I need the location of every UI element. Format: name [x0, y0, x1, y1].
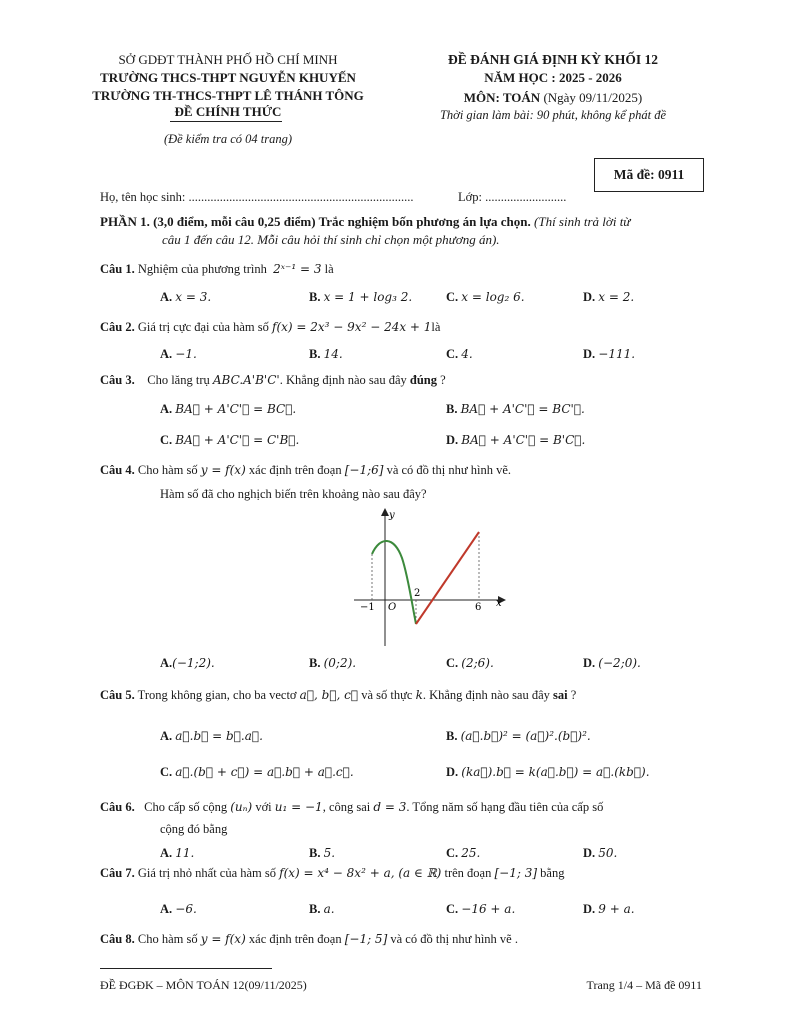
q1-option-c[interactable] — [446, 290, 525, 305]
q2-option-d[interactable] — [583, 347, 635, 362]
question-label: Câu 4. — [100, 463, 135, 477]
option-letter: C. — [446, 347, 459, 361]
official-label: ĐỀ CHÍNH THỨC — [174, 104, 282, 119]
option-letter: A. — [160, 402, 173, 416]
q3-option-b[interactable] — [446, 402, 585, 417]
question-tail: và số thực — [361, 688, 413, 702]
question-tail: là — [324, 262, 334, 276]
option-text: a⃗.b⃗ = b⃗.a⃗. — [175, 729, 263, 743]
question-math: y = f(x) — [200, 463, 246, 477]
q2-option-b[interactable] — [309, 347, 343, 362]
option-text: −111. — [598, 347, 636, 361]
school-name-1: TRƯỜNG THCS-THPT NGUYỄN KHUYẾN — [100, 70, 356, 85]
option-text: 5. — [323, 846, 336, 860]
question-text: Cho hàm số — [137, 932, 198, 946]
part1-title — [100, 214, 630, 230]
part1-title-note-2: câu 1 đến câu 12. Mỗi câu hỏi thí sinh chỉ chọn một phương án). — [162, 232, 500, 247]
option-text: 9 + a. — [598, 902, 635, 916]
option-letter: C. — [160, 433, 173, 447]
option-text: x = 3. — [175, 290, 212, 304]
option-text: (0;2). — [323, 656, 357, 670]
question-math: a⃗, b⃗, c⃗ — [299, 688, 359, 702]
question-emphasis: đúng — [409, 373, 437, 387]
question-label: Câu 8. — [100, 932, 135, 946]
question-label: Câu 7. — [100, 866, 135, 880]
q6-option-d[interactable] — [583, 846, 617, 861]
question-tail-end: ? — [567, 688, 577, 702]
option-text: BA⃗ + A'C'⃗ = BC'⃗. — [460, 402, 585, 416]
option-text: −6. — [175, 902, 197, 916]
option-text: 11. — [175, 846, 195, 860]
option-letter: C. — [160, 765, 173, 779]
question-math-2: u₁ = −1 — [274, 800, 323, 814]
question-math: y = f(x) — [200, 932, 246, 946]
q6-option-c[interactable] — [446, 846, 480, 861]
question-text: Trong không gian, cho ba vectơ — [137, 688, 297, 702]
question-math-3: d = 3 — [373, 800, 407, 814]
question-math: ABC.A'B'C' — [212, 373, 280, 387]
q7-option-b[interactable] — [309, 902, 335, 917]
option-text: 14. — [323, 347, 343, 361]
tick-6-label: 6 — [475, 602, 482, 613]
question-math: (uₙ) — [230, 800, 253, 814]
question-5 — [100, 688, 576, 703]
option-text: BA⃗ + A'C'⃗ = C'B⃗. — [175, 433, 300, 447]
part1-title-note: (Thí sinh trả lời từ — [530, 214, 631, 229]
q7-option-a[interactable] — [160, 902, 197, 917]
option-letter: D. — [446, 433, 459, 447]
q4-function-graph — [352, 506, 512, 648]
q3-option-c[interactable] — [160, 433, 299, 448]
option-letter: B. — [446, 729, 458, 743]
question-tail-2: và có đồ thị như hình vẽ . — [390, 932, 518, 946]
option-letter: B. — [309, 656, 321, 670]
option-letter: B. — [309, 846, 321, 860]
tick-2-label: 2 — [414, 588, 421, 599]
page-count-note: (Đề kiểm tra có 04 trang) — [163, 132, 293, 146]
exam-date: (Ngày 09/11/2025) — [540, 90, 643, 105]
q6-option-b[interactable] — [309, 846, 335, 861]
question-4 — [100, 463, 511, 478]
option-text: (ka⃗).b⃗ = k(a⃗.b⃗) = a⃗.(kb⃗). — [461, 765, 650, 779]
question-6-line-2: cộng đó bằng — [160, 822, 228, 836]
graph-line-red — [416, 532, 482, 624]
option-text: BA⃗ + A'C'⃗ = B'C⃗. — [461, 433, 586, 447]
option-text: 4. — [461, 347, 473, 361]
q1-option-b[interactable] — [309, 290, 412, 305]
q7-option-c[interactable] — [446, 902, 515, 917]
q2-option-c[interactable] — [446, 347, 473, 362]
question-1 — [100, 262, 334, 277]
school-name-2: TRƯỜNG TH-THCS-THPT LÊ THÁNH TÔNG — [92, 88, 364, 103]
footer-left: ĐỀ ĐGĐK – MÔN TOÁN 12(09/11/2025) — [100, 978, 307, 992]
option-letter: C. — [446, 656, 459, 670]
question-3 — [100, 373, 446, 388]
question-math-2: [−1;6] — [344, 463, 384, 477]
option-text: (−1;2). — [172, 656, 215, 670]
question-label: Câu 1. — [100, 262, 135, 276]
option-letter: D. — [446, 765, 459, 779]
option-text: x = 2. — [598, 290, 635, 304]
option-letter: D. — [583, 290, 596, 304]
option-letter: A. — [160, 290, 173, 304]
question-tail: . Khẳng định nào sau đây — [279, 373, 407, 387]
footer-rule — [100, 968, 272, 969]
student-name-field: Họ, tên học sinh: ........................................................................ — [100, 190, 414, 204]
subject-line — [408, 90, 698, 106]
option-text: x = log₂ 6. — [461, 290, 525, 304]
question-math-2: k — [415, 688, 423, 702]
question-tail-3: . Tổng năm số hạng đầu tiên của cấp số — [406, 800, 604, 814]
option-letter: B. — [309, 290, 321, 304]
subject-label: MÔN: TOÁN — [463, 90, 541, 105]
option-text: a⃗.(b⃗ + c⃗) = a⃗.b⃗ + a⃗.c⃗. — [175, 765, 354, 779]
option-letter: D. — [583, 656, 596, 670]
question-math-2: [−1; 3] — [494, 866, 538, 880]
origin-label: O — [388, 602, 397, 613]
question-text: Giá trị cực đại của hàm số — [137, 320, 269, 334]
question-4-line-2: Hàm số đã cho nghịch biến trên khoảng nào sau đây? — [160, 487, 427, 501]
question-text: Cho hàm số — [137, 463, 198, 477]
option-letter: B. — [446, 402, 458, 416]
x-axis-label: x — [496, 598, 502, 609]
option-letter: C. — [446, 902, 459, 916]
option-text: (a⃗.b⃗)² = (a⃗)².(b⃗)². — [460, 729, 591, 743]
question-math-2: [−1; 5] — [344, 932, 388, 946]
q1-option-a[interactable] — [160, 290, 211, 305]
question-text: Cho lăng trụ — [147, 373, 210, 387]
option-text: 50. — [598, 846, 618, 860]
q5-option-c[interactable] — [160, 765, 354, 780]
student-class-field: Lớp: .......................... — [458, 190, 567, 204]
question-math: f(x) = 2x³ − 9x² − 24x + 1 — [272, 320, 432, 334]
option-letter: A. — [160, 729, 173, 743]
question-text: Cho cấp số cộng — [144, 800, 228, 814]
question-tail-2: . Khẳng định nào sau đây — [422, 688, 550, 702]
question-7 — [100, 866, 564, 881]
q5-option-d[interactable] — [446, 765, 650, 780]
option-letter: C. — [446, 290, 459, 304]
question-tail-2: bằng — [540, 866, 565, 880]
question-emphasis: sai — [553, 688, 568, 702]
option-text: 25. — [461, 846, 481, 860]
question-label: Câu 5. — [100, 688, 135, 702]
question-tail: xác định trên đoạn — [248, 463, 342, 477]
q2-option-a[interactable] — [160, 347, 197, 362]
exam-code: Mã đề: 0911 — [613, 167, 685, 182]
option-letter: D. — [583, 846, 596, 860]
option-letter: D. — [583, 347, 596, 361]
option-letter: B. — [309, 347, 321, 361]
option-letter: D. — [583, 902, 596, 916]
option-letter: A. — [160, 846, 173, 860]
q4-option-c[interactable] — [446, 656, 494, 671]
exam-code-box — [594, 158, 704, 192]
exam-title: ĐỀ ĐÁNH GIÁ ĐỊNH KỲ KHỐI 12 — [447, 52, 658, 67]
option-letter: A. — [160, 347, 173, 361]
question-tail: với — [255, 800, 272, 814]
q5-option-a[interactable] — [160, 729, 263, 744]
option-text: (2;6). — [461, 656, 494, 670]
option-text: −16 + a. — [461, 902, 516, 916]
q6-option-a[interactable] — [160, 846, 194, 861]
option-letter: B. — [309, 902, 321, 916]
question-label: Câu 3. — [100, 373, 135, 387]
question-6 — [100, 800, 603, 815]
option-letter: A. — [160, 656, 173, 670]
question-8 — [100, 932, 518, 947]
question-text: Nghiệm của phương trình — [137, 262, 267, 276]
option-text: (−2;0). — [598, 656, 641, 670]
question-tail-2: , công sai — [322, 800, 371, 814]
question-tail: xác định trên đoạn — [248, 932, 342, 946]
question-2 — [100, 320, 440, 335]
q4-option-d[interactable] — [583, 656, 641, 671]
q3-option-a[interactable] — [160, 402, 296, 417]
question-tail: trên đoạn — [444, 866, 492, 880]
y-axis-label: y — [389, 510, 395, 521]
option-text: a. — [323, 902, 335, 916]
question-tail: là — [431, 320, 441, 334]
part1-title-main: PHẦN 1. (3,0 điểm, mỗi câu 0,25 điểm) Trắc nghiệm bốn phương án lựa chọn. — [100, 214, 531, 229]
option-letter: C. — [446, 846, 459, 860]
dept-name: SỞ GDĐT THÀNH PHỐ HỒ CHÍ MINH — [118, 52, 338, 67]
option-text: BA⃗ + A'C'⃗ = BC⃗. — [175, 402, 297, 416]
option-text: x = 1 + log₃ 2. — [323, 290, 413, 304]
school-year: NĂM HỌC : 2025 - 2026 — [484, 70, 622, 85]
official-underline — [170, 121, 282, 122]
question-math: 2ˣ⁻¹ = 3 — [273, 262, 322, 276]
question-tail-end: ? — [437, 373, 446, 387]
q1-option-d[interactable] — [583, 290, 634, 305]
q5-option-b[interactable] — [446, 729, 591, 744]
option-letter: A. — [160, 902, 173, 916]
question-label: Câu 6. — [100, 800, 135, 814]
q4-option-b[interactable] — [309, 656, 356, 671]
question-text: Giá trị nhỏ nhất của hàm số — [137, 866, 277, 880]
q3-option-d[interactable] — [446, 433, 585, 448]
q4-option-a[interactable] — [160, 656, 215, 671]
q7-option-d[interactable] — [583, 902, 635, 917]
question-math: f(x) = x⁴ − 8x² + a, (a ∈ ℝ) — [279, 866, 442, 880]
question-label: Câu 2. — [100, 320, 135, 334]
tick-neg1-label: −1 — [360, 602, 375, 613]
question-tail-2: và có đồ thị như hình vẽ. — [386, 463, 512, 477]
option-text: −1. — [175, 347, 197, 361]
footer-right: Trang 1/4 – Mã đề 0911 — [586, 978, 702, 992]
time-note: Thời gian làm bài: 90 phút, không kể phát đề — [439, 108, 667, 122]
